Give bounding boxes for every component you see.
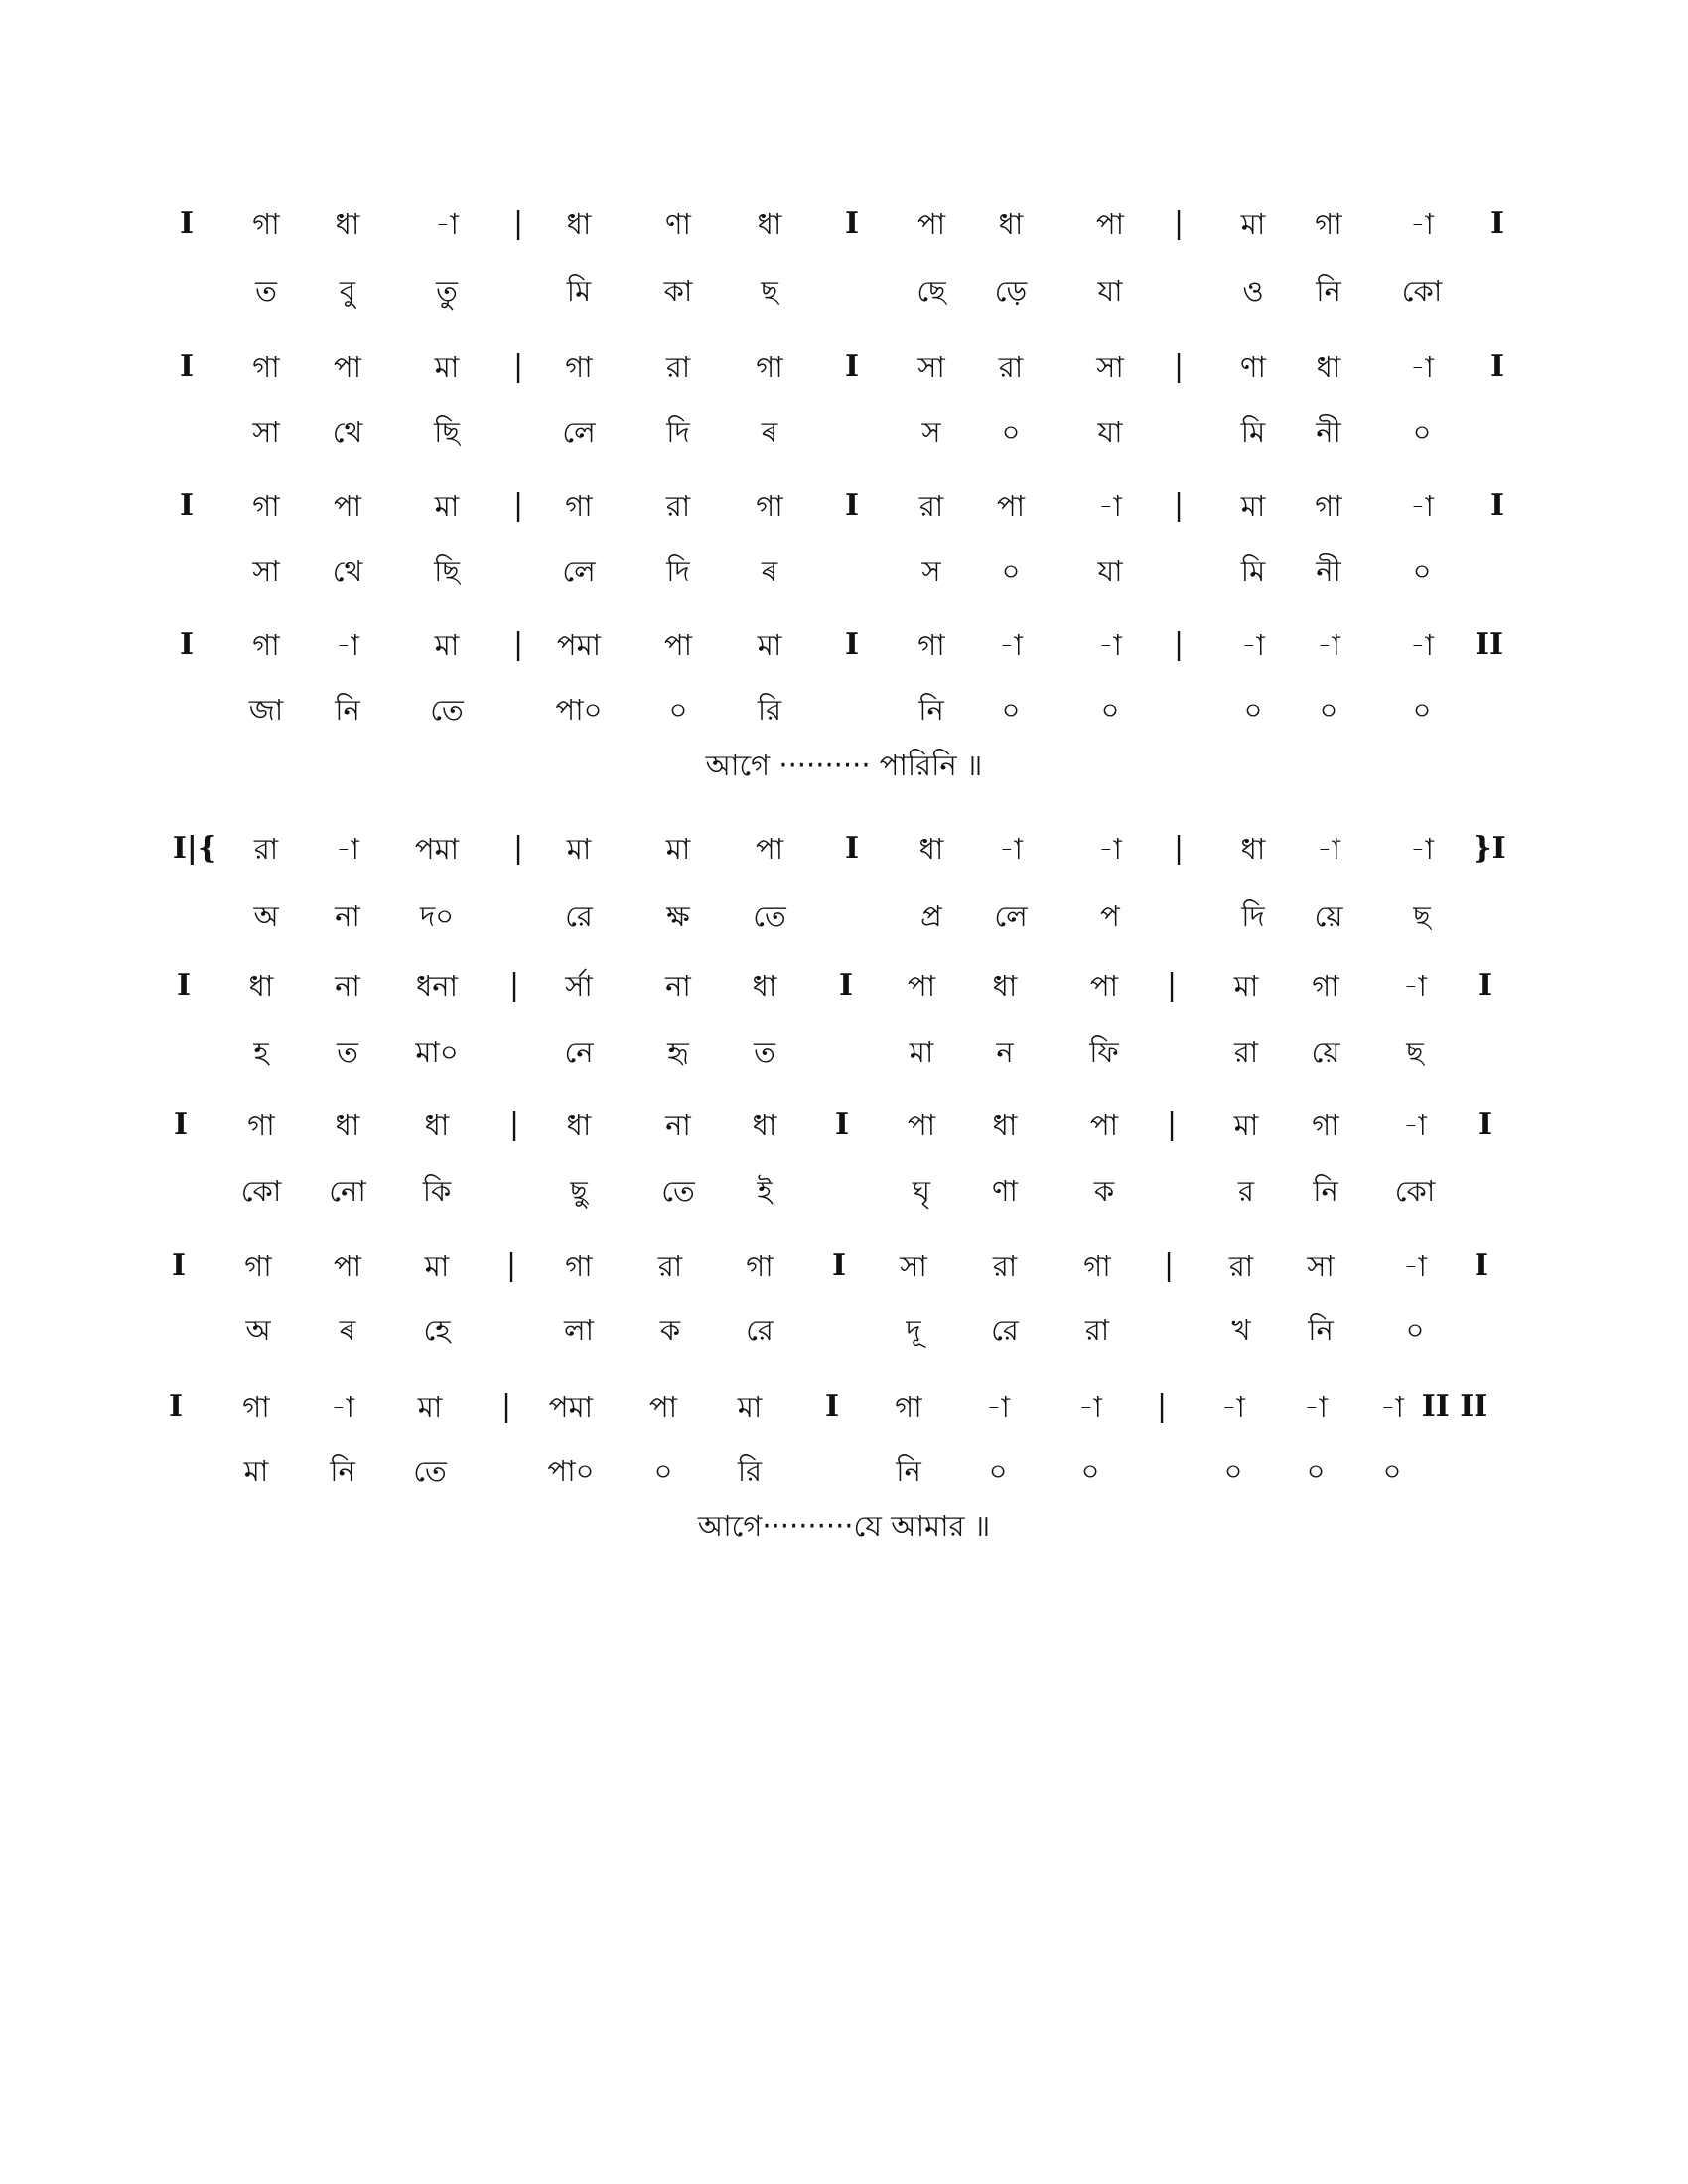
note: পা	[663, 628, 693, 662]
lyric-syllable: রে	[746, 1313, 774, 1347]
notation-row	[0, 1382, 1688, 1432]
lyric-syllable: কি	[422, 1174, 452, 1208]
note: পা	[333, 1249, 362, 1283]
note: গা	[565, 489, 593, 523]
notation-row	[0, 961, 1688, 1011]
note: মা	[1240, 489, 1266, 523]
note: ধা	[248, 969, 274, 1003]
note: রা	[992, 1249, 1018, 1283]
note: মা	[757, 628, 782, 662]
lyric-syllable: ০	[1319, 693, 1338, 727]
barline: I	[834, 1107, 850, 1142]
lyric-syllable: খ	[1231, 1313, 1251, 1347]
notation-row	[0, 620, 1688, 670]
note: -া	[336, 628, 359, 662]
lyric-syllable: ণা	[992, 1174, 1018, 1208]
lyric-syllable: লে	[562, 415, 596, 449]
note: পমা	[414, 832, 460, 866]
note: পা	[907, 969, 936, 1003]
note: -া	[1317, 832, 1340, 866]
lyric-syllable: লা	[563, 1313, 595, 1347]
note: -া	[999, 628, 1023, 662]
note: পা	[1089, 969, 1119, 1003]
lyric-row	[0, 546, 1688, 596]
note: -া	[1098, 489, 1122, 523]
barline: |	[1166, 968, 1178, 1003]
lyric-row	[0, 1305, 1688, 1355]
note: গা	[1312, 969, 1339, 1003]
note: পমা	[556, 628, 602, 662]
lyric-syllable: তে	[430, 693, 464, 727]
lyric-syllable: ই	[757, 1174, 773, 1208]
lyric-syllable: তে	[753, 899, 786, 933]
lyric-syllable: স	[921, 554, 941, 588]
lyric-syllable: ০	[1412, 554, 1432, 588]
lyric-syllable: কো	[1401, 274, 1443, 308]
barline: |	[500, 1389, 512, 1424]
left-barline: I	[171, 1248, 187, 1283]
note: মা	[566, 832, 592, 866]
lyric-syllable: মি	[1240, 415, 1266, 449]
note: র্সা	[565, 969, 593, 1003]
note: গা	[895, 1390, 922, 1424]
note: -া	[1221, 1390, 1245, 1424]
lyric-syllable: দূ	[906, 1313, 921, 1347]
note: পা	[907, 1108, 936, 1142]
note: -া	[1098, 628, 1122, 662]
lyric-syllable: ০	[1306, 1454, 1326, 1488]
lyric-syllable: মা	[243, 1454, 269, 1488]
note: গা	[252, 489, 280, 523]
lyric-syllable: রে	[991, 1313, 1019, 1347]
note: রা	[665, 350, 691, 384]
barline: |	[512, 488, 524, 523]
notation-row	[0, 824, 1688, 874]
lyric-syllable: রা	[1084, 1313, 1110, 1347]
note: গা	[565, 1249, 593, 1283]
note: ধা	[1240, 832, 1266, 866]
note: গা	[917, 628, 945, 662]
note: পা	[916, 207, 946, 241]
lyric-syllable: দি	[666, 554, 690, 588]
lyric-row	[0, 685, 1688, 735]
note: পা	[333, 489, 362, 523]
note: মা	[434, 350, 460, 384]
lyric-syllable: বু	[339, 274, 356, 308]
lyric-row	[0, 891, 1688, 941]
note: না	[335, 969, 360, 1003]
note: গা	[746, 1249, 774, 1283]
lyric-syllable: ছ	[761, 274, 778, 308]
note: গা	[1312, 1108, 1339, 1142]
barline: |	[505, 1248, 517, 1283]
note: -া	[435, 207, 459, 241]
note: গা	[252, 350, 280, 384]
note: ধনা	[416, 969, 458, 1003]
note: মা	[1233, 969, 1259, 1003]
note: গা	[756, 350, 783, 384]
lyric-row	[0, 266, 1688, 316]
lyric-syllable: র	[1238, 1174, 1254, 1208]
left-barline: I|{	[172, 831, 217, 866]
lyric-syllable: যা	[1097, 415, 1123, 449]
note: -া	[1098, 832, 1122, 866]
lyric-syllable: রি	[757, 693, 782, 727]
lyric-syllable: তে	[413, 1454, 447, 1488]
lyric-syllable: অ	[245, 1313, 271, 1347]
note: মা	[434, 489, 460, 523]
note: রা	[1228, 1249, 1254, 1283]
lyric-syllable: তে	[661, 1174, 695, 1208]
left-barline: I	[179, 488, 195, 523]
lyric-syllable: ০	[668, 693, 688, 727]
lyric-syllable: রি	[737, 1454, 763, 1488]
note: মা	[424, 1249, 450, 1283]
left-barline: I	[168, 1389, 184, 1424]
barline: I	[1489, 349, 1505, 384]
refrain-line: আগে··········যে আমার ॥	[697, 1509, 991, 1543]
note: -া	[1410, 628, 1434, 662]
lyric-syllable: ০	[1405, 1313, 1425, 1347]
lyric-syllable: ছে	[916, 274, 946, 308]
note: পা	[755, 832, 784, 866]
lyric-syllable: ০	[1100, 693, 1120, 727]
lyric-row	[0, 1166, 1688, 1216]
notation-row	[0, 342, 1688, 392]
left-barline: I	[179, 627, 195, 662]
lyric-syllable: ছ	[1406, 1035, 1424, 1069]
barline: |	[1173, 488, 1185, 523]
left-barline: I	[179, 206, 195, 241]
barline: I	[824, 1389, 840, 1424]
lyric-syllable: ০	[1001, 415, 1021, 449]
barline: I	[1489, 206, 1505, 241]
lyric-syllable: স	[921, 415, 941, 449]
note: গা	[247, 1108, 275, 1142]
lyric-syllable: হে	[423, 1313, 451, 1347]
lyric-syllable: সা	[252, 415, 280, 449]
note: -া	[999, 832, 1023, 866]
notation-row	[0, 1100, 1688, 1150]
note: -া	[1410, 832, 1434, 866]
lyric-syllable: কা	[663, 274, 693, 308]
lyric-syllable: য়ে	[1314, 899, 1343, 933]
note: না	[665, 1108, 691, 1142]
barline: I	[844, 488, 860, 523]
lyric-syllable: ০	[988, 1454, 1008, 1488]
lyric-syllable: হ	[253, 1035, 269, 1069]
lyric-syllable: ক	[1093, 1174, 1115, 1208]
note: মা	[665, 832, 691, 866]
lyric-syllable: প	[1100, 899, 1120, 933]
note: পা	[1095, 207, 1125, 241]
lyric-syllable: ৰ	[761, 554, 778, 588]
lyric-syllable: ড়ে	[994, 274, 1028, 308]
lyric-syllable: অ	[253, 899, 279, 933]
lyric-syllable: ০	[653, 1454, 673, 1488]
lyric-syllable: সা	[252, 554, 280, 588]
note: -া	[1304, 1390, 1328, 1424]
barline: |	[1156, 1389, 1168, 1424]
note: সা	[917, 350, 945, 384]
left-barline: I	[173, 1107, 189, 1142]
note: ধা	[992, 969, 1018, 1003]
barline: II	[1475, 627, 1504, 662]
lyric-syllable: লে	[562, 554, 596, 588]
barline: I	[1474, 1248, 1489, 1283]
note: গা	[244, 1249, 272, 1283]
note: রা	[918, 489, 944, 523]
note: সা	[1096, 350, 1124, 384]
note: -া	[1410, 207, 1434, 241]
note: গা	[1083, 1249, 1111, 1283]
note: গা	[252, 207, 280, 241]
barline: |	[512, 349, 524, 384]
lyric-syllable: ০	[1382, 1454, 1402, 1488]
lyric-syllable: হৃ	[667, 1035, 689, 1069]
note: ধা	[424, 1108, 450, 1142]
lyric-syllable: ফি	[1089, 1035, 1119, 1069]
lyric-syllable: নি	[335, 693, 360, 727]
lyric-syllable: নি	[1313, 1174, 1338, 1208]
note: -া	[1403, 1108, 1427, 1142]
note: মা	[434, 628, 460, 662]
lyric-syllable: থে	[332, 554, 363, 588]
lyric-syllable: ত	[754, 1035, 775, 1069]
lyric-syllable: লে	[994, 899, 1028, 933]
note: সা	[900, 1249, 927, 1283]
note: -া	[1078, 1390, 1102, 1424]
lyric-syllable: নি	[1308, 1313, 1334, 1347]
lyric-syllable: যা	[1097, 554, 1123, 588]
note: -া	[1403, 969, 1427, 1003]
note: গা	[242, 1390, 270, 1424]
lyric-syllable: থে	[332, 415, 363, 449]
barline: I	[1477, 1107, 1493, 1142]
lyric-syllable: তু	[436, 274, 458, 308]
lyric-syllable: নী	[1316, 415, 1341, 449]
lyric-syllable: ৰ	[339, 1313, 356, 1347]
barline: |	[512, 627, 524, 662]
note: -া	[986, 1390, 1010, 1424]
note: পা	[996, 489, 1026, 523]
lyric-syllable: নে	[564, 1035, 594, 1069]
lyric-syllable: ত	[337, 1035, 358, 1069]
note: রা	[665, 489, 691, 523]
note: গা	[565, 350, 593, 384]
barline: |	[508, 968, 520, 1003]
lyric-syllable: পা০	[547, 1454, 595, 1488]
lyric-syllable: ৰ	[761, 415, 778, 449]
note: ধা	[1316, 350, 1341, 384]
note: রা	[657, 1249, 683, 1283]
note: ধা	[998, 207, 1024, 241]
note: গা	[1315, 207, 1342, 241]
barline: I	[844, 206, 860, 241]
lyric-syllable: ০	[1412, 693, 1432, 727]
barline: I	[844, 831, 860, 866]
note: -া	[1403, 1249, 1427, 1283]
lyric-syllable: ০	[1080, 1454, 1100, 1488]
lyric-syllable: নি	[1316, 274, 1341, 308]
note: রা	[998, 350, 1024, 384]
note: মা	[737, 1390, 763, 1424]
note: পা	[333, 350, 362, 384]
note: -া	[331, 1390, 354, 1424]
note: মা	[1233, 1108, 1259, 1142]
lyric-syllable: নি	[918, 693, 944, 727]
barline: |	[1173, 206, 1185, 241]
barline: |	[512, 206, 524, 241]
lyric-syllable: ছি	[434, 415, 460, 449]
lyric-syllable: নী	[1316, 554, 1341, 588]
barline: I	[1489, 488, 1505, 523]
barline: |	[1173, 831, 1185, 866]
note: ধা	[335, 1108, 360, 1142]
note: সা	[1307, 1249, 1335, 1283]
lyric-syllable: যা	[1097, 274, 1123, 308]
lyric-syllable: দ০	[419, 899, 455, 933]
lyric-row	[0, 1446, 1688, 1496]
lyric-syllable: মা০	[415, 1035, 459, 1069]
note: -া	[336, 832, 359, 866]
lyric-syllable: ত	[255, 274, 277, 308]
lyric-syllable: ন	[996, 1035, 1014, 1069]
lyric-row	[0, 1027, 1688, 1077]
note: ধা	[566, 1108, 592, 1142]
lyric-syllable: ছু	[570, 1174, 588, 1208]
lyric-syllable: ০	[1412, 415, 1432, 449]
barline: I	[1477, 968, 1493, 1003]
lyric-syllable: না	[335, 899, 360, 933]
barline: I	[831, 1248, 847, 1283]
lyric-syllable: ও	[1242, 274, 1264, 308]
note: -া	[1410, 350, 1434, 384]
notation-row	[0, 481, 1688, 531]
lyric-syllable: দি	[1241, 899, 1265, 933]
lyric-syllable: ০	[1001, 554, 1021, 588]
lyric-syllable: মা	[909, 1035, 934, 1069]
note: পা	[648, 1390, 678, 1424]
lyric-syllable: ক্ষ	[666, 899, 690, 933]
lyric-syllable: ক	[659, 1313, 681, 1347]
lyric-syllable: ছ	[1413, 899, 1431, 933]
note: মা	[417, 1390, 443, 1424]
barline: |	[1163, 1248, 1175, 1283]
note: পা	[1089, 1108, 1119, 1142]
lyric-syllable: ছি	[434, 554, 460, 588]
note: ধা	[992, 1108, 1018, 1142]
barline: I	[844, 349, 860, 384]
lyric-syllable: ঘৃ	[913, 1174, 930, 1208]
lyric-syllable: রা	[1233, 1035, 1259, 1069]
lyric-syllable: মি	[1240, 554, 1266, 588]
lyric-syllable: ০	[1001, 693, 1021, 727]
note: -া	[1380, 1390, 1404, 1424]
note: ণা	[1240, 350, 1266, 384]
note: ধা	[566, 207, 592, 241]
lyric-syllable: মি	[566, 274, 592, 308]
barline: |	[508, 1107, 520, 1142]
lyric-syllable: ০	[1243, 693, 1263, 727]
lyric-syllable: জা	[248, 693, 284, 727]
note: ধা	[752, 1108, 777, 1142]
note: ণা	[665, 207, 691, 241]
lyric-syllable: য়ে	[1311, 1035, 1340, 1069]
note: -া	[1410, 489, 1434, 523]
note: মা	[1240, 207, 1266, 241]
note: -া	[1241, 628, 1265, 662]
note: ধা	[757, 207, 782, 241]
barline: |	[512, 831, 524, 866]
lyric-syllable: নি	[896, 1454, 921, 1488]
note: রা	[253, 832, 279, 866]
barline: |	[1173, 627, 1185, 662]
note: গা	[1315, 489, 1342, 523]
note: না	[665, 969, 691, 1003]
refrain-line: আগে ·········· পারিনি ॥	[705, 749, 983, 782]
lyric-syllable: ০	[1223, 1454, 1243, 1488]
left-barline: I	[176, 968, 192, 1003]
lyric-row	[0, 407, 1688, 457]
notation-row	[0, 200, 1688, 249]
lyric-syllable: পা০	[555, 693, 603, 727]
note: ধা	[752, 969, 777, 1003]
notation-row	[0, 1241, 1688, 1291]
note: ধা	[918, 832, 944, 866]
lyric-syllable: কো	[240, 1174, 282, 1208]
left-barline: I	[179, 349, 195, 384]
barline: |	[1166, 1107, 1178, 1142]
lyric-syllable: কো	[1394, 1174, 1436, 1208]
note: -া	[1317, 628, 1340, 662]
lyric-syllable: রে	[565, 899, 593, 933]
barline: I	[838, 968, 854, 1003]
barline: |	[1173, 349, 1185, 384]
barline: }I	[1473, 831, 1506, 866]
lyric-syllable: দি	[666, 415, 690, 449]
note: পমা	[548, 1390, 594, 1424]
lyric-syllable: নি	[330, 1454, 355, 1488]
barline: II II	[1421, 1389, 1488, 1424]
note: ধা	[335, 207, 360, 241]
lyric-syllable: নো	[329, 1174, 366, 1208]
note: গা	[756, 489, 783, 523]
lyric-syllable: প্র	[920, 899, 942, 933]
barline: I	[844, 627, 860, 662]
note: গা	[252, 628, 280, 662]
